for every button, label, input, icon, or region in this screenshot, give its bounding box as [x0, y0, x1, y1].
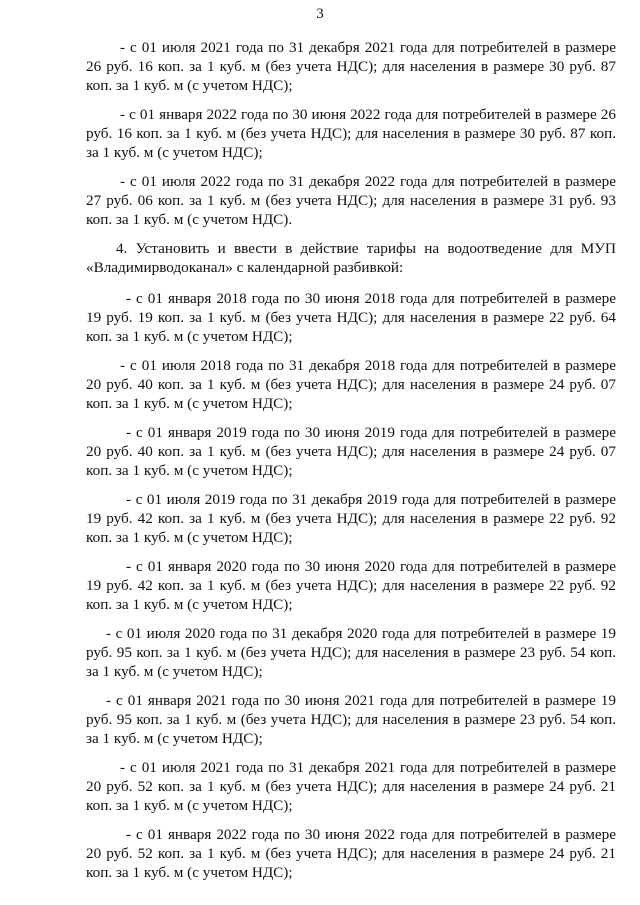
document-body — [86, 38, 616, 892]
tariff-line: - с 01 июля 2020 года по 31 декабря 2020 года для потребителей в размере 19 руб. 95 коп. за 1 куб. м (без учета НДС); для населения в размере 23 руб. 54 коп. за 1 куб. м (с учетом НДС); — [86, 625, 616, 680]
page-number: 3 — [316, 6, 324, 22]
tariff-line: - с 01 июля 2022 года по 31 декабря 2022 года для потребителей в размере 27 руб. 06 коп. за 1 куб. м (без учета НДС); для населения в размере 31 руб. 93 коп. за 1 куб. м (с учетом НДС). — [86, 173, 616, 228]
tariff-line: - с 01 января 2021 года по 30 июня 2021 года для потребителей в размере 19 руб. 95 коп. за 1 куб. м (без учета НДС); для населения в размере 23 руб. 54 коп. за 1 куб. м (с учетом НДС); — [86, 692, 616, 747]
tariff-line: - с 01 июля 2021 года по 31 декабря 2021 года для потребителей в размере 20 руб. 52 коп. за 1 куб. м (без учета НДС); для населения в размере 24 руб. 21 коп. за 1 куб. м (с учетом НДС); — [86, 759, 616, 814]
tariff-line: - с 01 июля 2021 года по 31 декабря 2021 года для потребителей в размере 26 руб. 16 коп. за 1 куб. м (без учета НДС); для населения в размере 30 руб. 87 коп. за 1 куб. м (с учетом НДС); — [86, 39, 616, 94]
tariff-line: - с 01 января 2022 года по 30 июня 2022 года для потребителей в размере 26 руб. 16 коп. за 1 куб. м (без учета НДС); для населения в размере 30 руб. 87 коп. за 1 куб. м (с учетом НДС); — [86, 106, 616, 161]
tariff-line: - с 01 июля 2018 года по 31 декабря 2018 года для потребителей в размере 20 руб. 40 коп. за 1 куб. м (без учета НДС); для населения в размере 24 руб. 07 коп. за 1 куб. м (с учетом НДС); — [86, 357, 616, 412]
tariff-line: - с 01 января 2019 года по 30 июня 2019 года для потребителей в размере 20 руб. 40 коп. за 1 куб. м (без учета НДС); для населения в размере 24 руб. 07 коп. за 1 куб. м (с учетом НДС); — [86, 424, 616, 479]
tariff-line: - с 01 января 2018 года по 30 июня 2018 года для потребителей в размере 19 руб. 19 коп. за 1 куб. м (без учета НДС); для населения в размере 22 руб. 64 коп. за 1 куб. м (с учетом НДС); — [86, 290, 616, 345]
tariff-line: - с 01 января 2020 года по 30 июня 2020 года для потребителей в размере 19 руб. 42 коп. за 1 куб. м (без учета НДС); для населения в размере 22 руб. 92 коп. за 1 куб. м (с учетом НДС); — [86, 558, 616, 613]
tariff-line: - с 01 июля 2019 года по 31 декабря 2019 года для потребителей в размере 19 руб. 42 коп. за 1 куб. м (без учета НДС); для населения в размере 22 руб. 92 коп. за 1 куб. м (с учетом НДС); — [86, 491, 616, 546]
tariff-line: - с 01 января 2022 года по 30 июня 2022 года для потребителей в размере 20 руб. 52 коп. за 1 куб. м (без учета НДС); для населения в размере 24 руб. 21 коп. за 1 куб. м (с учетом НДС); — [86, 826, 616, 881]
numbered-clause: 4. Установить и ввести в действие тарифы на водоотведение для МУП «Владимирводоканал» с календарной разбивкой: — [86, 240, 616, 276]
